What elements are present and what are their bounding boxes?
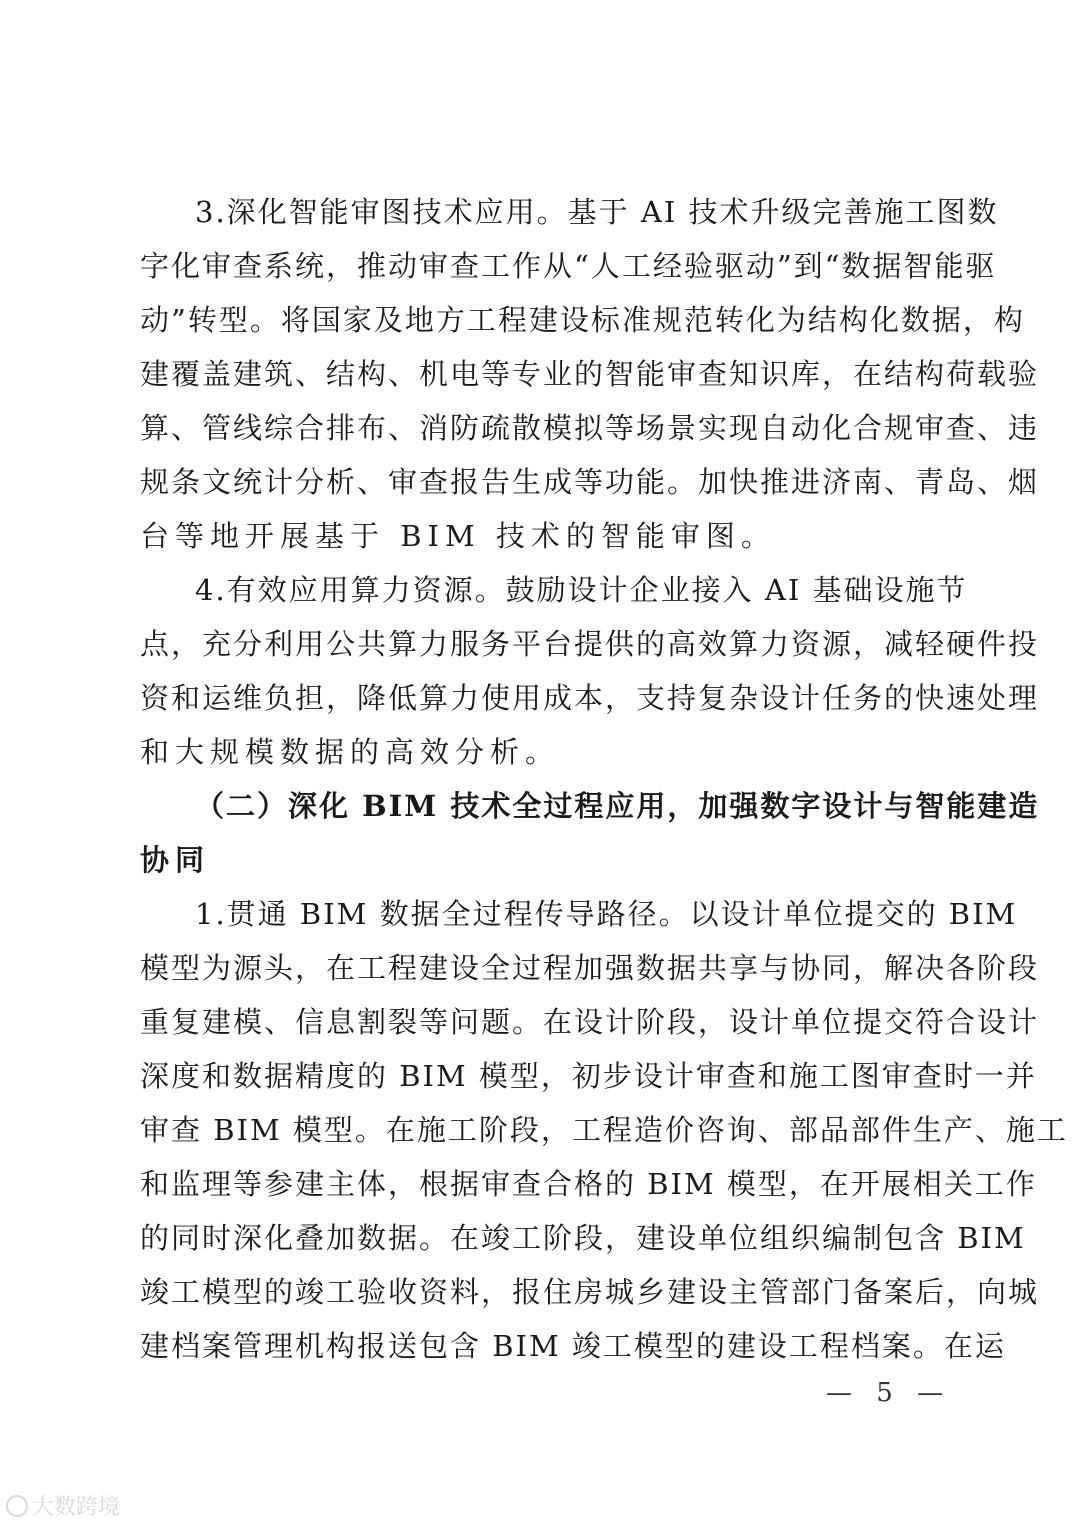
text-line: 1.贯通 BIM 数据全过程传导路径。以设计单位提交的 BIM [195, 897, 1018, 931]
text-line: 模型为源头，在工程建设全过程加强数据共享与协同，解决各阶段 [140, 951, 1040, 985]
text-line: 重复建模、信息割裂等问题。在设计阶段，设计单位提交符合设计 [140, 1005, 1040, 1039]
section-heading [140, 779, 1040, 887]
text-line: 算、管线综合排布、消防疏散模拟等场景实现自动化合规审查、违 [140, 411, 1040, 445]
text-line: 字化审查系统，推动审查工作从“人工经验驱动”到“数据智能驱 [140, 249, 997, 283]
text-line: 资和运维负担，降低算力使用成本，支持复杂设计任务的快速处理 [140, 681, 1040, 715]
paragraph [140, 887, 1068, 1373]
text-line: 和监理等参建主体，根据审查合格的 BIM 模型，在开展相关工作 [140, 1167, 1037, 1201]
text-line: 审查 BIM 模型。在施工阶段，工程造价咨询、部品部件生产、施工 [140, 1113, 1068, 1147]
text-line: 台等地开展基于 BIM 技术的智能审图。 [140, 519, 776, 553]
watermark-text: 大数跨境 [32, 1495, 121, 1520]
text-line: 深度和数据精度的 BIM 模型，初步设计审查和施工图审查时一并 [140, 1059, 1037, 1093]
watermark [6, 1490, 120, 1521]
text-line: 点，充分利用公共算力服务平台提供的高效算力资源，减轻硬件投 [140, 627, 1040, 661]
text-line: 3.深化智能审图技术应用。基于 AI 技术升级完善施工图数 [195, 195, 999, 229]
text-line: 竣工模型的竣工验收资料，报住房城乡建设主管部门备案后，向城 [140, 1275, 1040, 1309]
text-line: 动”转型。将国家及地方工程建设标准规范转化为结构化数据，构 [140, 303, 1025, 337]
watermark-logo-icon [6, 1495, 28, 1517]
text-line: 建覆盖建筑、结构、机电等专业的智能审查知识库，在结构荷载验 [140, 357, 1040, 391]
text-line: 的同时深化叠加数据。在竣工阶段，建设单位组织编制包含 BIM [140, 1221, 1026, 1255]
text-line: 协同 [140, 843, 211, 877]
text-line: 建档案管理机构报送包含 BIM 竣工模型的建设工程档案。在运 [140, 1329, 1006, 1363]
document-body [140, 185, 1068, 1373]
text-line: （二）深化 BIM 技术全过程应用，加强数字设计与智能建造 [195, 789, 1040, 823]
text-line: 4.有效应用算力资源。鼓励设计企业接入 AI 基础设施节 [195, 573, 968, 607]
paragraph [140, 563, 1040, 779]
text-line: 和大规模数据的高效分析。 [140, 735, 561, 769]
page-number: — 5 — [826, 1378, 952, 1408]
paragraph [140, 185, 1040, 563]
text-line: 规条文统计分析、审查报告生成等功能。加快推进济南、青岛、烟 [140, 465, 1040, 499]
